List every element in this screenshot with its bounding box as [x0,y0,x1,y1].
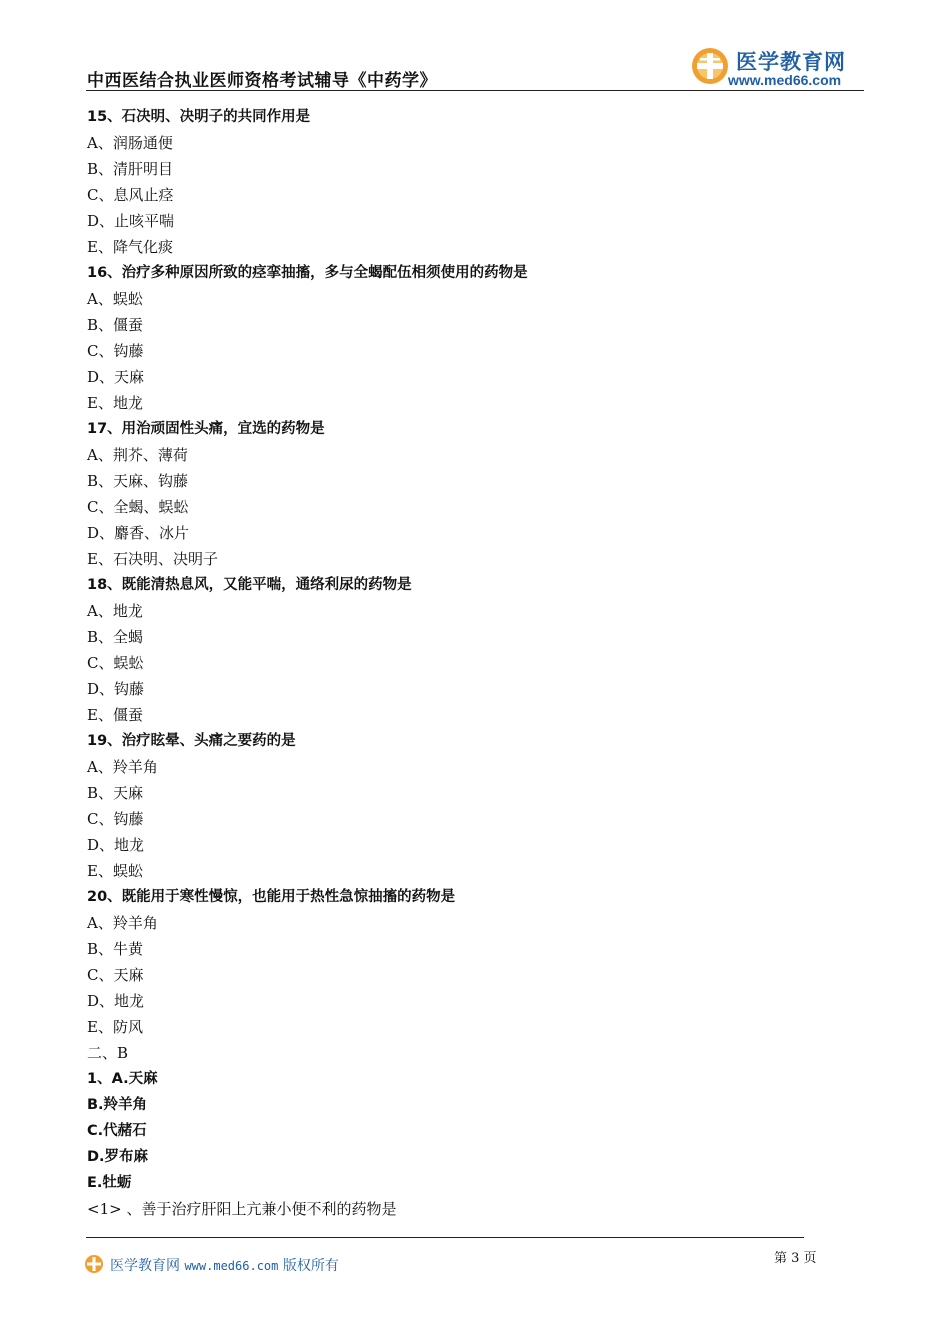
option-line: D、麝香、冰片 [87,524,190,542]
option-line: E、降气化痰 [87,238,173,256]
option-line: A、羚羊角 [87,914,158,932]
question-line: 1、A.天麻 [87,1071,158,1087]
option-line: B、牛黄 [87,940,144,958]
option-line: B、清肝明目 [87,160,174,178]
option-line: E、僵蚕 [87,706,143,724]
med66-logo [690,46,866,90]
option-line: D、钩藤 [87,680,145,698]
footer-text [110,1255,339,1275]
option-line: <1> 、善于治疗肝阳上亢兼小便不利的药物是 [87,1200,397,1218]
page-number: 第 3 页 [774,1251,817,1266]
option-line: 二、B [87,1044,129,1062]
option-line: D、止咳平喘 [87,212,175,230]
header-divider [86,90,864,91]
med66-small-logo-icon [84,1254,104,1274]
question-content [87,104,847,1222]
option-line: B、僵蚕 [87,316,144,334]
question-line: E.牡蛎 [87,1175,132,1191]
option-line: B、全蝎 [87,628,144,646]
document-header-title: 中西医结合执业医师资格考试辅导《中药学》 [87,71,437,91]
option-line: C、钩藤 [87,342,144,360]
option-line: E、石决明、决明子 [87,550,218,568]
option-line: E、防风 [87,1018,143,1036]
question-line: 16、治疗多种原因所致的痉挛抽搐，多与全蝎配伍相须使用的药物是 [87,265,528,281]
option-line: C、全蝎、蜈蚣 [87,498,189,516]
med66-logo-icon [690,46,730,86]
option-line: A、羚羊角 [87,758,158,776]
question-line: 15、石决明、决明子的共同作用是 [87,109,311,125]
option-line: A、润肠通便 [87,134,173,152]
option-line: D、地龙 [87,992,145,1010]
question-line: C.代赭石 [87,1123,147,1139]
question-line: 20、既能用于寒性慢惊，也能用于热性急惊抽搐的药物是 [87,889,456,905]
footer-rights: 版权所有 [282,1258,339,1274]
option-line: C、钩藤 [87,810,144,828]
option-line: C、息风止痉 [87,186,174,204]
option-line: A、地龙 [87,602,143,620]
footer-divider [86,1237,804,1238]
logo-brand-text: 医学教育网 [736,50,846,74]
option-line: E、地龙 [87,394,143,412]
option-line: D、地龙 [87,836,145,854]
footer-brand-name: 医学教育网 [110,1258,180,1274]
question-line: 19、治疗眩晕、头痛之要药的是 [87,733,296,749]
option-line: A、蜈蚣 [87,290,143,308]
logo-url-text: www.med66.com [728,72,842,88]
question-line: 17、用治顽固性头痛，宜选的药物是 [87,421,325,437]
option-line: D、天麻 [87,368,145,386]
option-line: C、蜈蚣 [87,654,144,672]
option-line: B、天麻、钩藤 [87,472,189,490]
option-line: E、蜈蚣 [87,862,143,880]
question-line: D.罗布麻 [87,1149,149,1165]
footer-url: www.med66.com [184,1259,279,1273]
option-line: B、天麻 [87,784,144,802]
option-line: C、天麻 [87,966,144,984]
option-line: A、荆芥、薄荷 [87,446,188,464]
question-line: B.羚羊角 [87,1097,148,1113]
question-line: 18、既能清热息风，又能平喘，通络利尿的药物是 [87,577,412,593]
